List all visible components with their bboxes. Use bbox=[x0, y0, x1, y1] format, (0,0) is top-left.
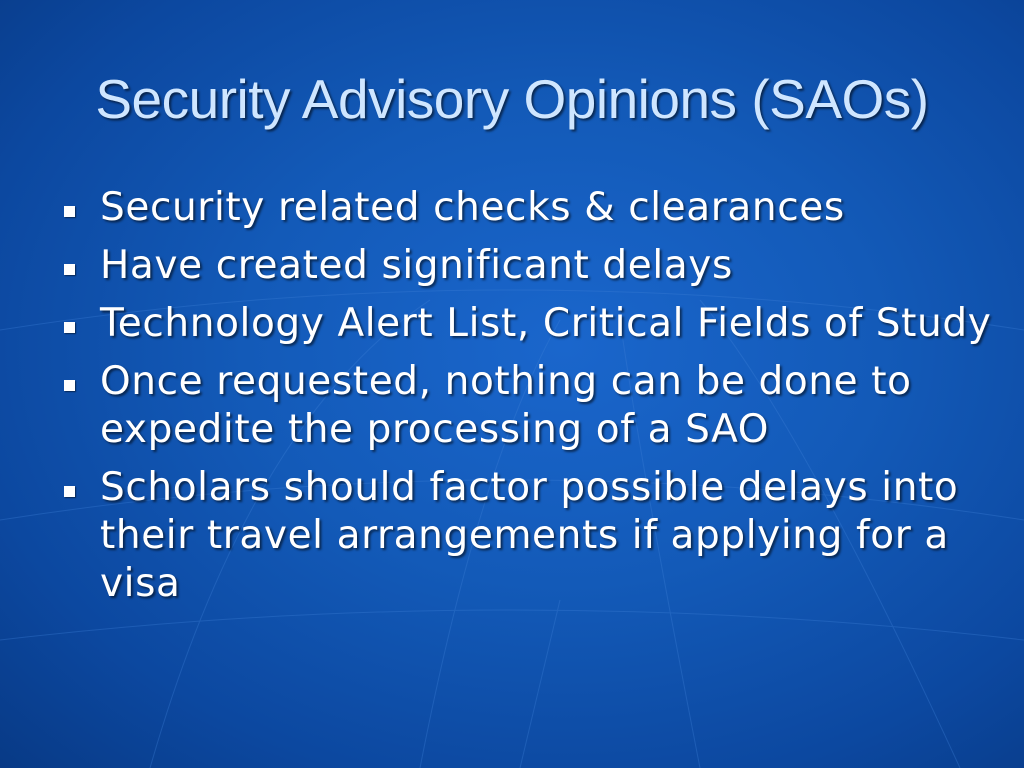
bullet-text: Security related checks & clearances bbox=[100, 185, 845, 230]
bullet-item bbox=[62, 300, 1002, 348]
square-bullet-icon bbox=[64, 322, 75, 333]
bullet-text: Scholars should factor possible delays into their travel arrangements if applying for a visa bbox=[100, 465, 959, 606]
bullet-text: Technology Alert List, Critical Fields of Study bbox=[100, 301, 992, 346]
bullet-text: Once requested, nothing can be done to expedite the processing of a SAO bbox=[100, 359, 912, 452]
square-bullet-icon bbox=[64, 264, 75, 275]
bullet-item bbox=[62, 358, 1002, 454]
slide-title: Security Advisory Opinions (SAOs) bbox=[95, 68, 929, 130]
square-bullet-icon bbox=[64, 486, 75, 497]
bullet-list bbox=[62, 184, 1002, 618]
square-bullet-icon bbox=[64, 206, 75, 217]
square-bullet-icon bbox=[64, 380, 75, 391]
bullet-item bbox=[62, 464, 1002, 608]
bullet-text: Have created significant delays bbox=[100, 243, 733, 288]
bullet-item bbox=[62, 184, 1002, 232]
bullet-item bbox=[62, 242, 1002, 290]
